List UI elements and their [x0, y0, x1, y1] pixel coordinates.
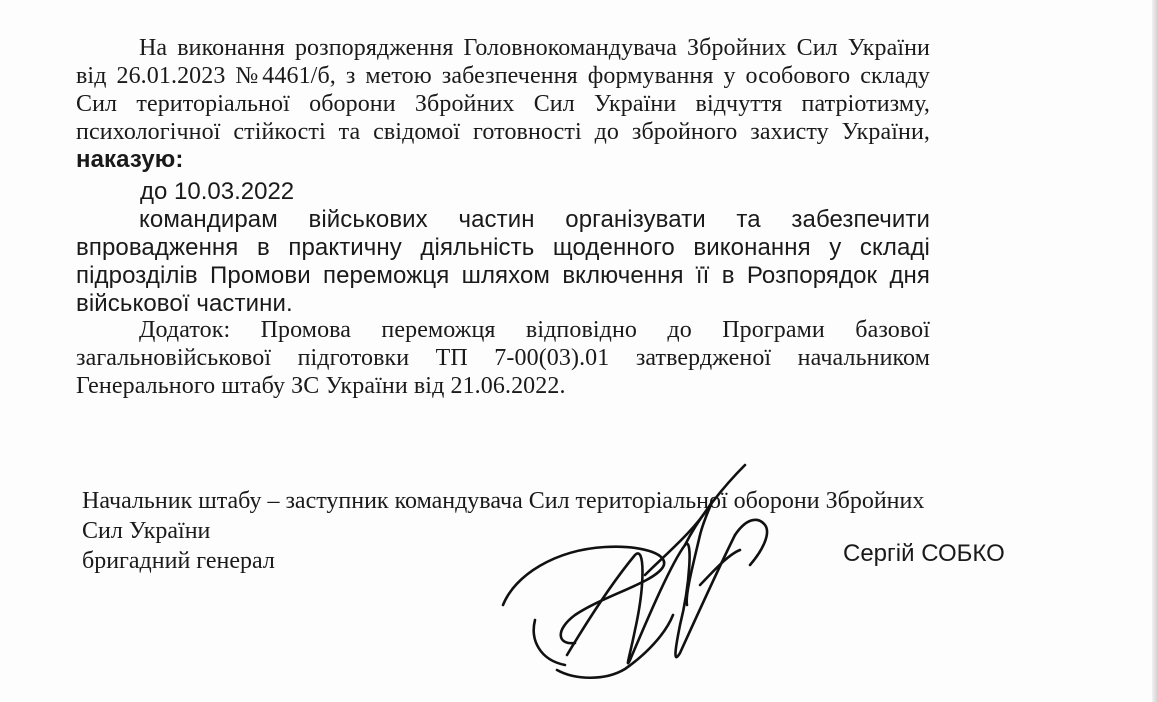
order-paragraph	[76, 206, 930, 318]
page-edge-shadow	[1152, 0, 1158, 702]
appendix-text: Додаток: Промова переможця відповідно до Програми базової загальновійськової підготовки ТП 7-00(03).01 затвердженої начальником Генерального штабу ЗС України від 21.06.2022.	[76, 317, 930, 399]
appendix-paragraph	[76, 316, 930, 400]
signer-position-line1: Начальник штабу – заступник командувача Сил територіальної оборони Збройних	[82, 488, 925, 514]
order-deadline: до 10.03.2022	[140, 178, 295, 205]
signer-position-line2: Сил України	[82, 518, 211, 544]
signer-name: Сергій СОБКО	[843, 540, 1005, 567]
handwritten-signature	[495, 455, 785, 702]
order-word: наказую:	[76, 146, 184, 173]
order-text: командирам військових частин організувати та забезпечити впровадження в практичну діяльність щоденного виконання у складі підрозділів Промови переможця шляхом включення її в Розпорядок дня військової частини.	[76, 206, 930, 317]
signer-rank: бригадний генерал	[82, 548, 275, 574]
preamble-paragraph	[76, 34, 930, 174]
preamble-text: На виконання розпорядження Головнокомандувача Збройних Сил України від 26.01.2023 №4461/б, з метою забезпечення формування у особового складу Сил територіальної оборони Збройних Сил України відчуття патріотизму, психологічної стійкості та свідомої готовності до збройного захисту України,	[76, 35, 930, 145]
